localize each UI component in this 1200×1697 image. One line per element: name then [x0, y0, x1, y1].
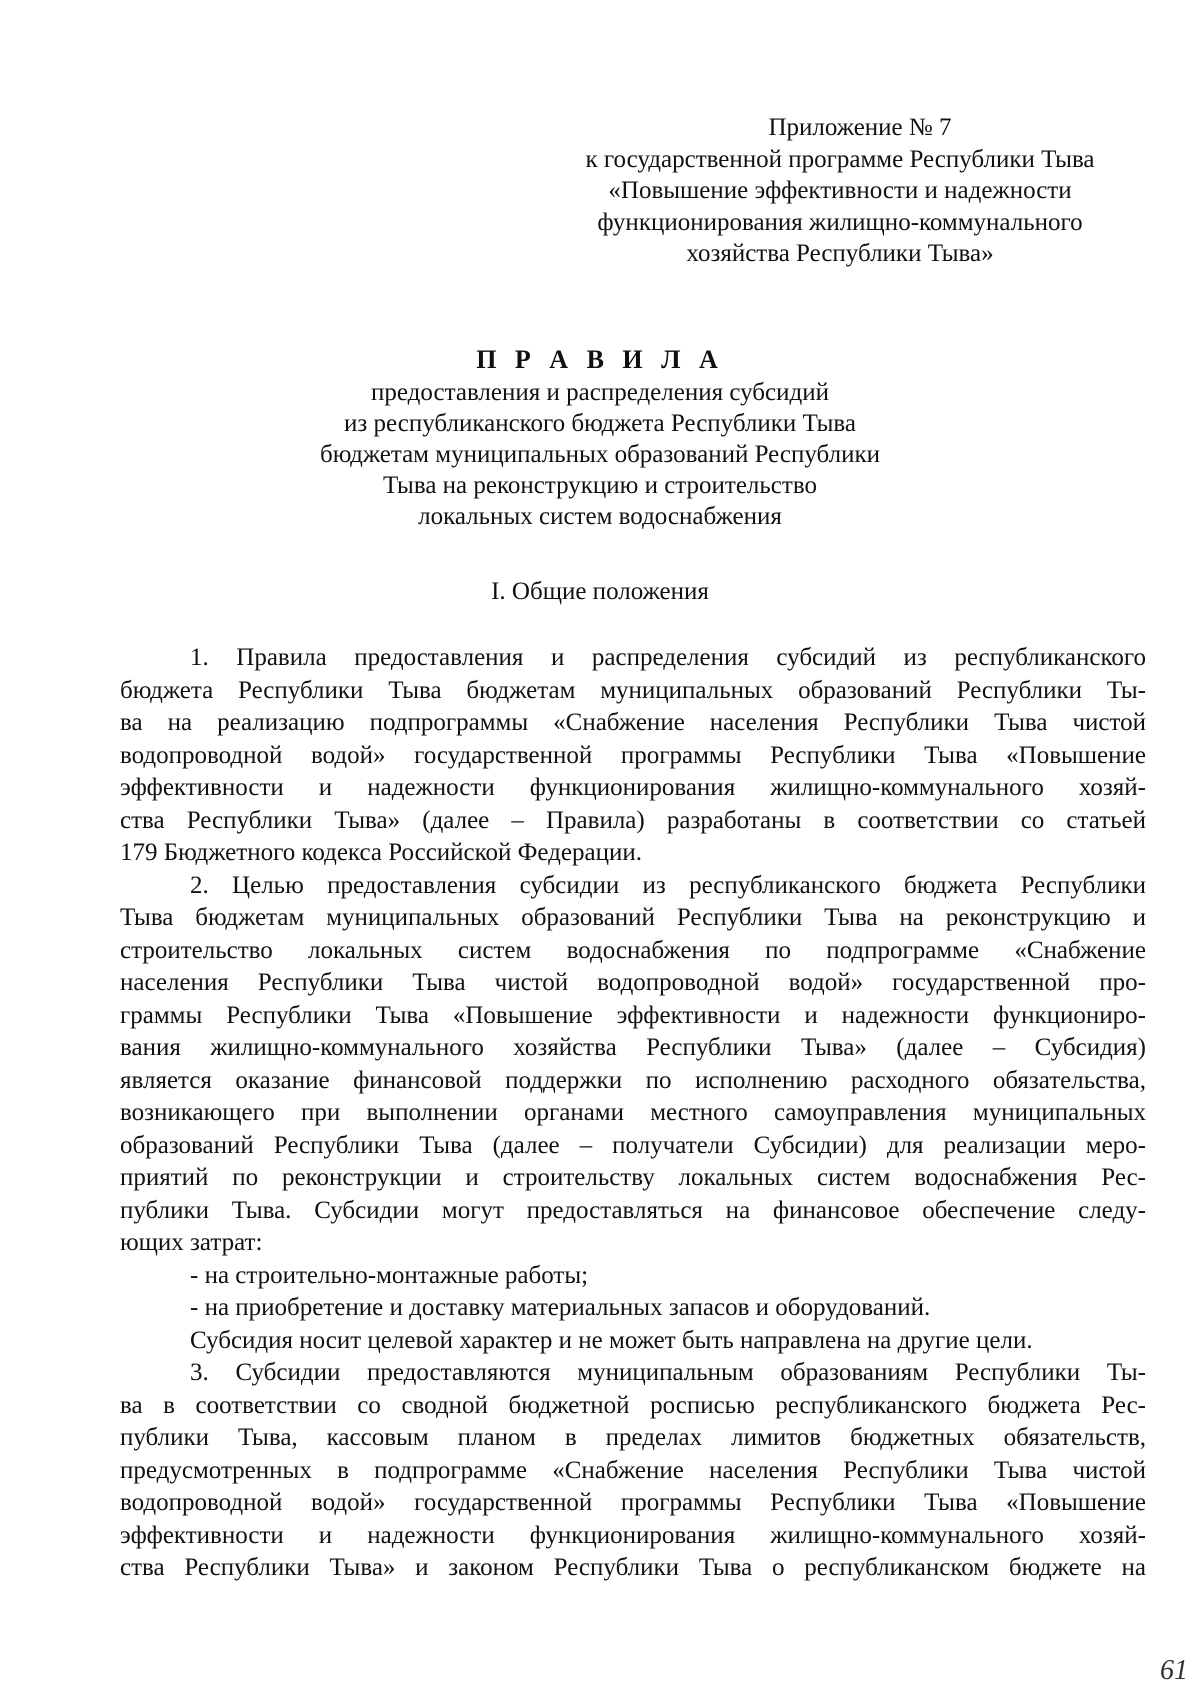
- section-title: I. Общие положения: [491, 578, 709, 605]
- body-line: ва в соответствии со сводной бюджетной росписью республиканского бюджета Рес-: [120, 1391, 1146, 1419]
- body-line: 3. Субсидии предоставляются муниципальным образованиям Республики Ты-: [190, 1359, 1146, 1386]
- body-line: Субсидия носит целевой характер и не может быть направлена на другие цели.: [190, 1326, 1033, 1354]
- body-line: публики Тыва, кассовым планом в пределах лимитов бюджетных обязательств,: [120, 1424, 1146, 1451]
- page-number: 61: [1160, 1655, 1188, 1686]
- body-line: эффективности и надежности функционирования жилищно-коммунального хозяй-: [120, 774, 1146, 801]
- body-line: ства Республики Тыва» и законом Республики Тыва о республиканском бюджете на: [120, 1554, 1146, 1581]
- body-line: приятий по реконструкции и строительству локальных систем водоснабжения Рес-: [120, 1164, 1146, 1191]
- title-line: локальных систем водоснабжения: [418, 503, 782, 530]
- body-line: образований Республики Тыва (далее – получатели Субсидии) для реализации меро-: [120, 1131, 1146, 1159]
- body-line: населения Республики Тыва чистой водопроводной водой» государственной про-: [120, 969, 1146, 996]
- body-line: Тыва бюджетам муниципальных образований Республики Тыва на реконструкцию и: [120, 904, 1146, 931]
- appendix-header: [540, 112, 1140, 270]
- body-text: [120, 642, 1146, 1585]
- body-line: водопроводной водой» государственной программы Республики Тыва «Повышение: [120, 1489, 1146, 1516]
- appendix-line: функционирования жилищно-коммунального: [597, 208, 1083, 236]
- body-line: предусмотренных в подпрограмме «Снабжение населения Республики Тыва чистой: [120, 1456, 1146, 1484]
- body-line: ва на реализацию подпрограммы «Снабжение населения Республики Тыва чистой: [120, 709, 1146, 736]
- body-line: бюджета Республики Тыва бюджетам муниципальных образований Республики Ты-: [120, 676, 1146, 704]
- title-heading: П Р А В И Л А: [476, 345, 724, 374]
- title-line: бюджетам муниципальных образований Республики: [319, 441, 881, 468]
- body-line: водопроводной водой» государственной программы Республики Тыва «Повышение: [120, 741, 1146, 769]
- appendix-line: хозяйства Республики Тыва»: [686, 240, 994, 267]
- body-line: публики Тыва. Субсидии могут предоставляться на финансовое обеспечение следу-: [120, 1196, 1146, 1224]
- body-line: строительство локальных систем водоснабжения по подпрограмме «Снабжение: [120, 936, 1146, 964]
- body-line: 2. Целью предоставления субсидии из республиканского бюджета Республики: [190, 871, 1146, 899]
- body-line: эффективности и надежности функционирования жилищно-коммунального хозяй-: [120, 1521, 1146, 1549]
- appendix-line: к государственной программе Республики Тыва: [585, 145, 1095, 173]
- body-line: ства Республики Тыва» (далее – Правила) разработаны в соответствии со статьей: [120, 806, 1146, 834]
- appendix-line: «Повышение эффективности и надежности: [608, 177, 1072, 204]
- body-line: 179 Бюджетного кодекса Российской Федерации.: [120, 839, 642, 866]
- body-line: граммы Республики Тыва «Повышение эффективности и надежности функциониро-: [120, 1001, 1146, 1029]
- body-line: - на строительно-монтажные работы;: [190, 1261, 589, 1289]
- appendix-line: Приложение № 7: [768, 114, 952, 141]
- title-line: Тыва на реконструкцию и строительство: [383, 472, 817, 499]
- body-line: ющих затрат:: [120, 1229, 263, 1256]
- document-title: [150, 344, 1050, 532]
- title-line: из республиканского бюджета Республики Тыва: [344, 410, 856, 437]
- body-line: 1. Правила предоставления и распределения субсидий из республиканского: [190, 644, 1146, 671]
- body-line: - на приобретение и доставку материальных запасов и оборудований.: [190, 1294, 931, 1321]
- title-line: предоставления и распределения субсидий: [371, 379, 829, 406]
- body-line: является оказание финансовой поддержки по исполнению расходного обязательства,: [120, 1066, 1146, 1094]
- body-line: вания жилищно-коммунального хозяйства Республики Тыва» (далее – Субсидия): [120, 1034, 1146, 1061]
- body-line: возникающего при выполнении органами местного самоуправления муниципальных: [120, 1099, 1146, 1126]
